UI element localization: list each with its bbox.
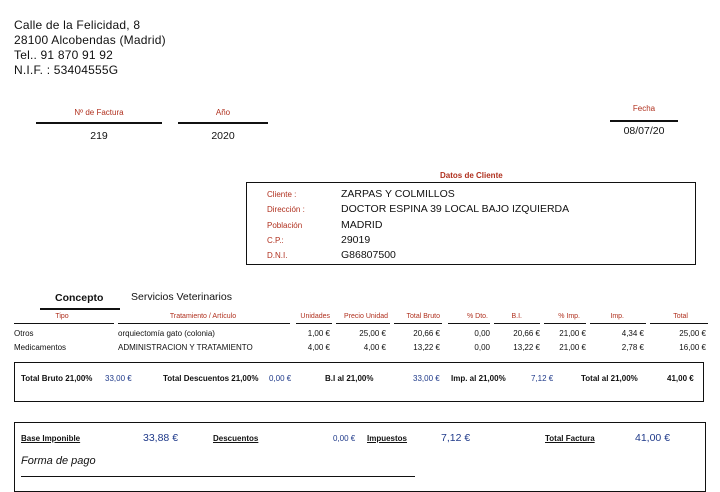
client-section-title: Datos de Cliente: [440, 171, 503, 180]
address-line-1: Calle de la Felicidad, 8: [14, 18, 141, 32]
impuestos-value: 7,12 €: [441, 432, 471, 444]
tab-concepto-underline: [40, 308, 120, 310]
th-unidades: Unidades: [300, 313, 330, 320]
company-nif: N.I.F. : 53404555G: [14, 63, 119, 77]
client-dni-label: D.N.I.: [267, 251, 288, 260]
total-factura-label: Total Factura: [545, 434, 595, 443]
row2-tipo: Medicamentos: [14, 343, 67, 352]
row2-dto: 0,00: [474, 343, 490, 352]
forma-pago-label: Forma de pago: [21, 455, 96, 467]
row2-total: 16,00 €: [679, 343, 706, 352]
th-imp: Imp.: [610, 313, 624, 320]
total-descuentos-label: Total Descuentos 21,00%: [163, 374, 259, 383]
th-tipo: Tipo: [55, 313, 69, 320]
base-imponible-label: Base Imponible: [21, 434, 81, 443]
row2-tratamiento: ADMINISTRACION Y TRATAMIENTO: [118, 343, 253, 352]
row1-unidades: 1,00 €: [307, 329, 330, 338]
total-bi-value: 33,00 €: [413, 374, 440, 383]
th-rule-unidades: [296, 323, 332, 324]
totals-bar: [14, 362, 704, 402]
th-bi: B.I.: [511, 313, 522, 320]
row2-unidades: 4,00 €: [307, 343, 330, 352]
forma-pago-rule: [21, 476, 415, 477]
th-rule-tratamiento: [118, 323, 290, 324]
summary-box: [14, 422, 706, 492]
row1-bi: 20,66 €: [513, 329, 540, 338]
invoice-number: 219: [90, 130, 108, 142]
invoice-number-label: Nº de Factura: [74, 108, 124, 117]
total-bruto-label: Total Bruto 21,00%: [21, 374, 93, 383]
client-box: [246, 182, 696, 265]
row1-imp: 4,34 €: [621, 329, 644, 338]
row2-imp-pct: 21,00 €: [559, 343, 586, 352]
tab-concepto[interactable]: Concepto: [55, 292, 104, 304]
client-name-label: Cliente :: [267, 190, 297, 199]
address-line-2: 28100 Alcobendas (Madrid): [14, 33, 166, 47]
row1-imp-pct: 21,00 €: [559, 329, 586, 338]
th-precio: Precio Unidad: [344, 313, 388, 320]
total-imp-value: 7,12 €: [531, 374, 554, 383]
descuentos-value: 0,00 €: [333, 434, 356, 443]
row1-bruto: 20,66 €: [413, 329, 440, 338]
row2-imp: 2,78 €: [621, 343, 644, 352]
th-rule-total: [650, 323, 708, 324]
client-cp-label: C.P.:: [267, 236, 284, 245]
invoice-year-rule: [178, 122, 268, 124]
row1-tratamiento: orquiectomía gato (colonia): [118, 329, 215, 338]
th-rule-bi: [494, 323, 540, 324]
base-imponible-value: 33,88 €: [143, 432, 179, 444]
th-tratamiento: Tratamiento / Artículo: [169, 313, 237, 320]
company-address: [14, 18, 166, 78]
th-rule-precio: [336, 323, 390, 324]
row2-bruto: 13,22 €: [413, 343, 440, 352]
row2-bi: 13,22 €: [513, 343, 540, 352]
th-rule-bruto: [394, 323, 442, 324]
invoice-year: 2020: [211, 130, 235, 142]
th-bruto: Total Bruto: [406, 313, 440, 320]
th-total: Total: [673, 313, 688, 320]
row1-total: 25,00 €: [679, 329, 706, 338]
total-imp-label: Imp. al 21,00%: [451, 374, 506, 383]
th-rule-dto: [448, 323, 490, 324]
row1-tipo: Otros: [14, 329, 34, 338]
tab-servicios[interactable]: Servicios Veterinarios: [131, 291, 232, 303]
client-address: DOCTOR ESPINA 39 LOCAL BAJO IZQUIERDA: [341, 203, 570, 215]
th-dto: % Dto.: [466, 313, 488, 320]
th-rule-imp: [590, 323, 646, 324]
client-address-label: Dirección :: [267, 205, 305, 214]
company-phone: Tel.. 91 870 91 92: [14, 48, 114, 62]
invoice-date: 08/07/20: [623, 125, 665, 137]
th-rule-imp-pct: [544, 323, 586, 324]
client-cp: 29019: [341, 234, 371, 246]
client-city: MADRID: [341, 219, 383, 231]
invoice-date-rule: [610, 120, 678, 122]
client-city-label: Población: [267, 221, 303, 230]
total-bruto-value: 33,00 €: [105, 374, 132, 383]
client-dni: G86807500: [341, 249, 396, 261]
impuestos-label: Impuestos: [367, 434, 408, 443]
row2-precio: 4,00 €: [363, 343, 386, 352]
descuentos-label: Descuentos: [213, 434, 259, 443]
invoice-year-label: Año: [215, 108, 231, 117]
invoice-number-rule: [36, 122, 162, 124]
total-total-value: 41,00 €: [667, 374, 694, 383]
total-total-label: Total al 21,00%: [581, 374, 638, 383]
row1-precio: 25,00 €: [359, 329, 386, 338]
total-factura-value: 41,00 €: [635, 432, 671, 444]
th-imp-pct: % Imp.: [558, 313, 580, 320]
invoice-date-label: Fecha: [632, 104, 656, 113]
client-name: ZARPAS Y COLMILLOS: [341, 188, 455, 200]
total-descuentos-value: 0,00 €: [269, 374, 292, 383]
th-rule-tipo: [14, 323, 114, 324]
row1-dto: 0,00: [474, 329, 490, 338]
total-bi-label: B.I al 21,00%: [325, 374, 374, 383]
